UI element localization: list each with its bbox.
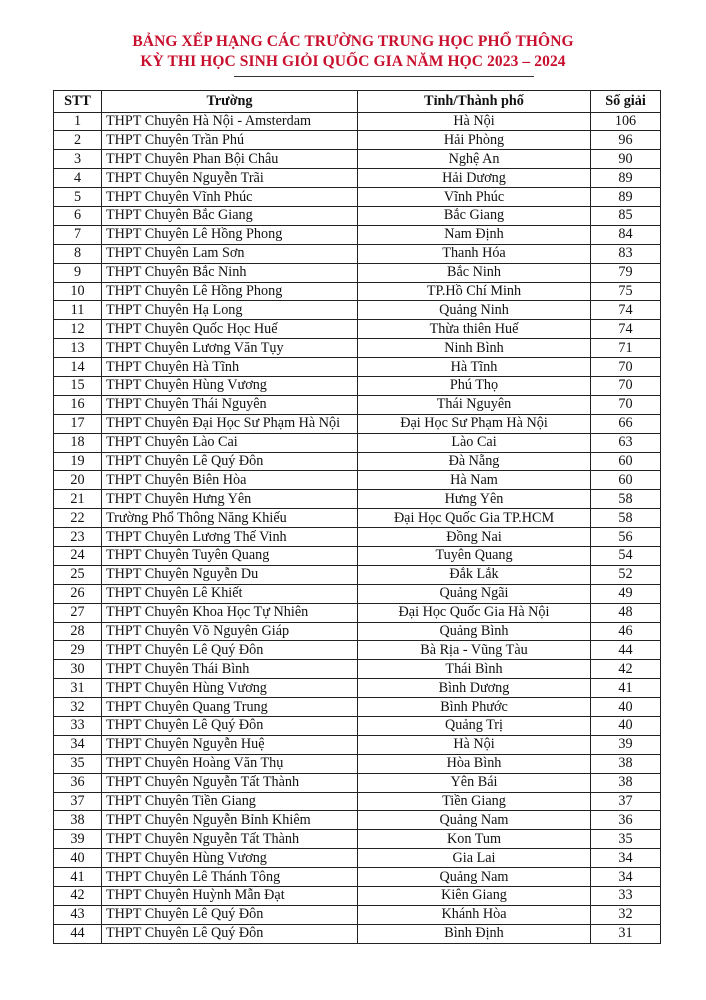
cell-school: THPT Chuyên Lương Thế Vinh: [102, 528, 358, 547]
cell-province: Kon Tum: [358, 830, 591, 849]
cell-province: Nghệ An: [358, 150, 591, 169]
cell-school: THPT Chuyên Võ Nguyên Giáp: [102, 622, 358, 641]
cell-awards: 89: [591, 169, 661, 188]
cell-awards: 37: [591, 792, 661, 811]
cell-province: Hà Nam: [358, 471, 591, 490]
cell-stt: 26: [54, 584, 102, 603]
cell-province: Bắc Ninh: [358, 263, 591, 282]
cell-province: Tuyên Quang: [358, 546, 591, 565]
cell-province: Đại Học Quốc Gia TP.HCM: [358, 509, 591, 528]
cell-stt: 33: [54, 717, 102, 736]
table-row: [54, 452, 661, 471]
table-row: [54, 131, 661, 150]
cell-awards: 52: [591, 565, 661, 584]
cell-school: Trường Phổ Thông Năng Khiếu: [102, 509, 358, 528]
cell-province: Đắk Lắk: [358, 565, 591, 584]
cell-awards: 85: [591, 206, 661, 225]
cell-school: THPT Chuyên Nguyễn Trãi: [102, 169, 358, 188]
cell-school: THPT Chuyên Lê Thánh Tông: [102, 868, 358, 887]
cell-awards: 79: [591, 263, 661, 282]
cell-awards: 46: [591, 622, 661, 641]
cell-province: TP.Hồ Chí Minh: [358, 282, 591, 301]
table-row: [54, 679, 661, 698]
cell-school: THPT Chuyên Hùng Vương: [102, 376, 358, 395]
cell-awards: 84: [591, 225, 661, 244]
cell-awards: 35: [591, 830, 661, 849]
cell-school: THPT Chuyên Bắc Giang: [102, 206, 358, 225]
cell-stt: 15: [54, 376, 102, 395]
table-header: [54, 91, 661, 113]
cell-province: Thái Bình: [358, 660, 591, 679]
cell-awards: 39: [591, 735, 661, 754]
table-row: [54, 717, 661, 736]
cell-province: Yên Bái: [358, 773, 591, 792]
cell-awards: 54: [591, 546, 661, 565]
cell-stt: 44: [54, 924, 102, 943]
cell-awards: 66: [591, 414, 661, 433]
cell-province: Ninh Bình: [358, 339, 591, 358]
table-row: [54, 887, 661, 906]
table-row: [54, 528, 661, 547]
cell-province: Hòa Bình: [358, 754, 591, 773]
cell-stt: 38: [54, 811, 102, 830]
table-row: [54, 433, 661, 452]
cell-school: THPT Chuyên Lào Cai: [102, 433, 358, 452]
table-row: [54, 282, 661, 301]
cell-stt: 11: [54, 301, 102, 320]
table-body: [54, 112, 661, 943]
cell-school: THPT Chuyên Trần Phú: [102, 131, 358, 150]
cell-school: THPT Chuyên Khoa Học Tự Nhiên: [102, 603, 358, 622]
table-row: [54, 206, 661, 225]
cell-school: THPT Chuyên Đại Học Sư Phạm Hà Nội: [102, 414, 358, 433]
cell-school: THPT Chuyên Nguyễn Du: [102, 565, 358, 584]
cell-province: Hà Tĩnh: [358, 358, 591, 377]
header-province: Tỉnh/Thành phố: [358, 91, 591, 113]
table-row: [54, 603, 661, 622]
table-row: [54, 660, 661, 679]
cell-province: Đại Học Sư Phạm Hà Nội: [358, 414, 591, 433]
cell-awards: 96: [591, 131, 661, 150]
cell-school: THPT Chuyên Vĩnh Phúc: [102, 188, 358, 207]
cell-stt: 3: [54, 150, 102, 169]
cell-awards: 38: [591, 773, 661, 792]
cell-province: Quảng Ninh: [358, 301, 591, 320]
title-line-1: BẢNG XẾP HẠNG CÁC TRƯỜNG TRUNG HỌC PHỔ THÔNG: [132, 33, 574, 50]
cell-awards: 40: [591, 717, 661, 736]
table-row: [54, 565, 661, 584]
cell-province: Lào Cai: [358, 433, 591, 452]
cell-province: Đại Học Quốc Gia Hà Nội: [358, 603, 591, 622]
cell-province: Quảng Nam: [358, 811, 591, 830]
cell-province: Bình Dương: [358, 679, 591, 698]
cell-province: Hà Nội: [358, 112, 591, 131]
cell-awards: 70: [591, 395, 661, 414]
cell-awards: 74: [591, 301, 661, 320]
table-row: [54, 924, 661, 943]
table-row: [54, 546, 661, 565]
table-row: [54, 584, 661, 603]
cell-province: Quảng Trị: [358, 717, 591, 736]
table-row: [54, 773, 661, 792]
table-row: [54, 358, 661, 377]
cell-stt: 2: [54, 131, 102, 150]
table-row: [54, 735, 661, 754]
cell-awards: 89: [591, 188, 661, 207]
cell-school: THPT Chuyên Bắc Ninh: [102, 263, 358, 282]
cell-school: THPT Chuyên Nguyễn Tất Thành: [102, 773, 358, 792]
cell-awards: 106: [591, 112, 661, 131]
cell-awards: 60: [591, 471, 661, 490]
cell-awards: 74: [591, 320, 661, 339]
cell-province: Hà Nội: [358, 735, 591, 754]
cell-school: THPT Chuyên Biên Hòa: [102, 471, 358, 490]
cell-school: THPT Chuyên Lê Quý Đôn: [102, 641, 358, 660]
cell-school: THPT Chuyên Lê Quý Đôn: [102, 924, 358, 943]
cell-school: THPT Chuyên Lương Văn Tụy: [102, 339, 358, 358]
cell-stt: 13: [54, 339, 102, 358]
cell-stt: 39: [54, 830, 102, 849]
table-row: [54, 622, 661, 641]
cell-stt: 42: [54, 887, 102, 906]
table-row: [54, 849, 661, 868]
table-row: [54, 905, 661, 924]
cell-stt: 31: [54, 679, 102, 698]
table-row: [54, 301, 661, 320]
cell-school: THPT Chuyên Lê Hồng Phong: [102, 282, 358, 301]
cell-stt: 35: [54, 754, 102, 773]
cell-school: THPT Chuyên Nguyễn Tất Thành: [102, 830, 358, 849]
cell-school: THPT Chuyên Hà Tĩnh: [102, 358, 358, 377]
cell-province: Hải Phòng: [358, 131, 591, 150]
table-row: [54, 150, 661, 169]
table-row: [54, 868, 661, 887]
cell-awards: 36: [591, 811, 661, 830]
header-row: [54, 91, 661, 113]
cell-awards: 38: [591, 754, 661, 773]
cell-stt: 34: [54, 735, 102, 754]
header-stt: STT: [54, 91, 102, 113]
cell-school: THPT Chuyên Lê Quý Đôn: [102, 452, 358, 471]
cell-stt: 20: [54, 471, 102, 490]
cell-stt: 22: [54, 509, 102, 528]
table-row: [54, 811, 661, 830]
document-title: [0, 32, 706, 72]
table-row: [54, 830, 661, 849]
cell-awards: 32: [591, 905, 661, 924]
title-line-2: KỲ THI HỌC SINH GIỎI QUỐC GIA NĂM HỌC 2023 – 2024: [140, 53, 566, 70]
cell-province: Hải Dương: [358, 169, 591, 188]
table-row: [54, 263, 661, 282]
cell-awards: 33: [591, 887, 661, 906]
cell-stt: 28: [54, 622, 102, 641]
cell-province: Thanh Hóa: [358, 244, 591, 263]
cell-stt: 16: [54, 395, 102, 414]
cell-stt: 19: [54, 452, 102, 471]
cell-awards: 58: [591, 490, 661, 509]
cell-awards: 75: [591, 282, 661, 301]
table-row: [54, 490, 661, 509]
cell-awards: 49: [591, 584, 661, 603]
cell-school: THPT Chuyên Quang Trung: [102, 698, 358, 717]
cell-school: THPT Chuyên Phan Bội Châu: [102, 150, 358, 169]
cell-stt: 30: [54, 660, 102, 679]
cell-stt: 14: [54, 358, 102, 377]
title-underline: [234, 76, 534, 77]
cell-awards: 70: [591, 358, 661, 377]
cell-province: Quảng Bình: [358, 622, 591, 641]
cell-school: THPT Chuyên Hoàng Văn Thụ: [102, 754, 358, 773]
table-row: [54, 395, 661, 414]
cell-awards: 31: [591, 924, 661, 943]
cell-school: THPT Chuyên Tuyên Quang: [102, 546, 358, 565]
table-row: [54, 698, 661, 717]
table-row: [54, 188, 661, 207]
cell-province: Nam Định: [358, 225, 591, 244]
table-row: [54, 320, 661, 339]
cell-stt: 43: [54, 905, 102, 924]
table-row: [54, 376, 661, 395]
cell-stt: 4: [54, 169, 102, 188]
cell-stt: 8: [54, 244, 102, 263]
cell-awards: 71: [591, 339, 661, 358]
table-row: [54, 244, 661, 263]
table-row: [54, 414, 661, 433]
cell-province: Bắc Giang: [358, 206, 591, 225]
cell-province: Quảng Nam: [358, 868, 591, 887]
cell-school: THPT Chuyên Lê Khiết: [102, 584, 358, 603]
cell-stt: 9: [54, 263, 102, 282]
cell-stt: 7: [54, 225, 102, 244]
cell-awards: 41: [591, 679, 661, 698]
cell-awards: 58: [591, 509, 661, 528]
cell-stt: 37: [54, 792, 102, 811]
table-row: [54, 754, 661, 773]
cell-school: THPT Chuyên Lê Quý Đôn: [102, 905, 358, 924]
cell-province: Bình Định: [358, 924, 591, 943]
cell-province: Phú Thọ: [358, 376, 591, 395]
header-awards: Số giải: [591, 91, 661, 113]
cell-province: Thừa thiên Huế: [358, 320, 591, 339]
cell-school: THPT Chuyên Nguyễn Bỉnh Khiêm: [102, 811, 358, 830]
cell-awards: 34: [591, 849, 661, 868]
cell-stt: 40: [54, 849, 102, 868]
cell-stt: 21: [54, 490, 102, 509]
cell-stt: 32: [54, 698, 102, 717]
cell-school: THPT Chuyên Nguyễn Huệ: [102, 735, 358, 754]
cell-province: Bình Phước: [358, 698, 591, 717]
cell-stt: 29: [54, 641, 102, 660]
cell-school: THPT Chuyên Lê Quý Đôn: [102, 717, 358, 736]
ranking-table: [53, 90, 661, 944]
cell-awards: 90: [591, 150, 661, 169]
cell-province: Bà Rịa - Vũng Tàu: [358, 641, 591, 660]
cell-awards: 44: [591, 641, 661, 660]
cell-stt: 36: [54, 773, 102, 792]
cell-stt: 24: [54, 546, 102, 565]
table-row: [54, 641, 661, 660]
cell-awards: 48: [591, 603, 661, 622]
cell-awards: 83: [591, 244, 661, 263]
cell-stt: 23: [54, 528, 102, 547]
header-school: Trường: [102, 91, 358, 113]
cell-school: THPT Chuyên Hà Nội - Amsterdam: [102, 112, 358, 131]
table-row: [54, 169, 661, 188]
cell-awards: 60: [591, 452, 661, 471]
cell-school: THPT Chuyên Hùng Vương: [102, 849, 358, 868]
cell-stt: 1: [54, 112, 102, 131]
cell-province: Quảng Ngãi: [358, 584, 591, 603]
cell-province: Hưng Yên: [358, 490, 591, 509]
cell-awards: 42: [591, 660, 661, 679]
cell-school: THPT Chuyên Thái Nguyên: [102, 395, 358, 414]
cell-school: THPT Chuyên Lam Sơn: [102, 244, 358, 263]
table-row: [54, 792, 661, 811]
table-row: [54, 225, 661, 244]
cell-stt: 25: [54, 565, 102, 584]
cell-awards: 63: [591, 433, 661, 452]
cell-stt: 27: [54, 603, 102, 622]
cell-school: THPT Chuyên Hùng Vương: [102, 679, 358, 698]
cell-stt: 6: [54, 206, 102, 225]
cell-awards: 70: [591, 376, 661, 395]
cell-province: Thái Nguyên: [358, 395, 591, 414]
cell-awards: 56: [591, 528, 661, 547]
cell-stt: 5: [54, 188, 102, 207]
cell-school: THPT Chuyên Tiền Giang: [102, 792, 358, 811]
cell-stt: 12: [54, 320, 102, 339]
cell-school: THPT Chuyên Hạ Long: [102, 301, 358, 320]
cell-stt: 18: [54, 433, 102, 452]
cell-school: THPT Chuyên Thái Bình: [102, 660, 358, 679]
cell-province: Đà Nẵng: [358, 452, 591, 471]
cell-stt: 41: [54, 868, 102, 887]
table-row: [54, 112, 661, 131]
cell-school: THPT Chuyên Huỳnh Mẫn Đạt: [102, 887, 358, 906]
cell-stt: 17: [54, 414, 102, 433]
cell-province: Tiền Giang: [358, 792, 591, 811]
table-row: [54, 471, 661, 490]
table-row: [54, 509, 661, 528]
cell-province: Khánh Hòa: [358, 905, 591, 924]
cell-awards: 40: [591, 698, 661, 717]
cell-school: THPT Chuyên Quốc Học Huế: [102, 320, 358, 339]
cell-school: THPT Chuyên Hưng Yên: [102, 490, 358, 509]
cell-province: Gia Lai: [358, 849, 591, 868]
cell-stt: 10: [54, 282, 102, 301]
cell-province: Kiên Giang: [358, 887, 591, 906]
cell-province: Đồng Nai: [358, 528, 591, 547]
table-row: [54, 339, 661, 358]
cell-awards: 34: [591, 868, 661, 887]
cell-province: Vĩnh Phúc: [358, 188, 591, 207]
cell-school: THPT Chuyên Lê Hồng Phong: [102, 225, 358, 244]
